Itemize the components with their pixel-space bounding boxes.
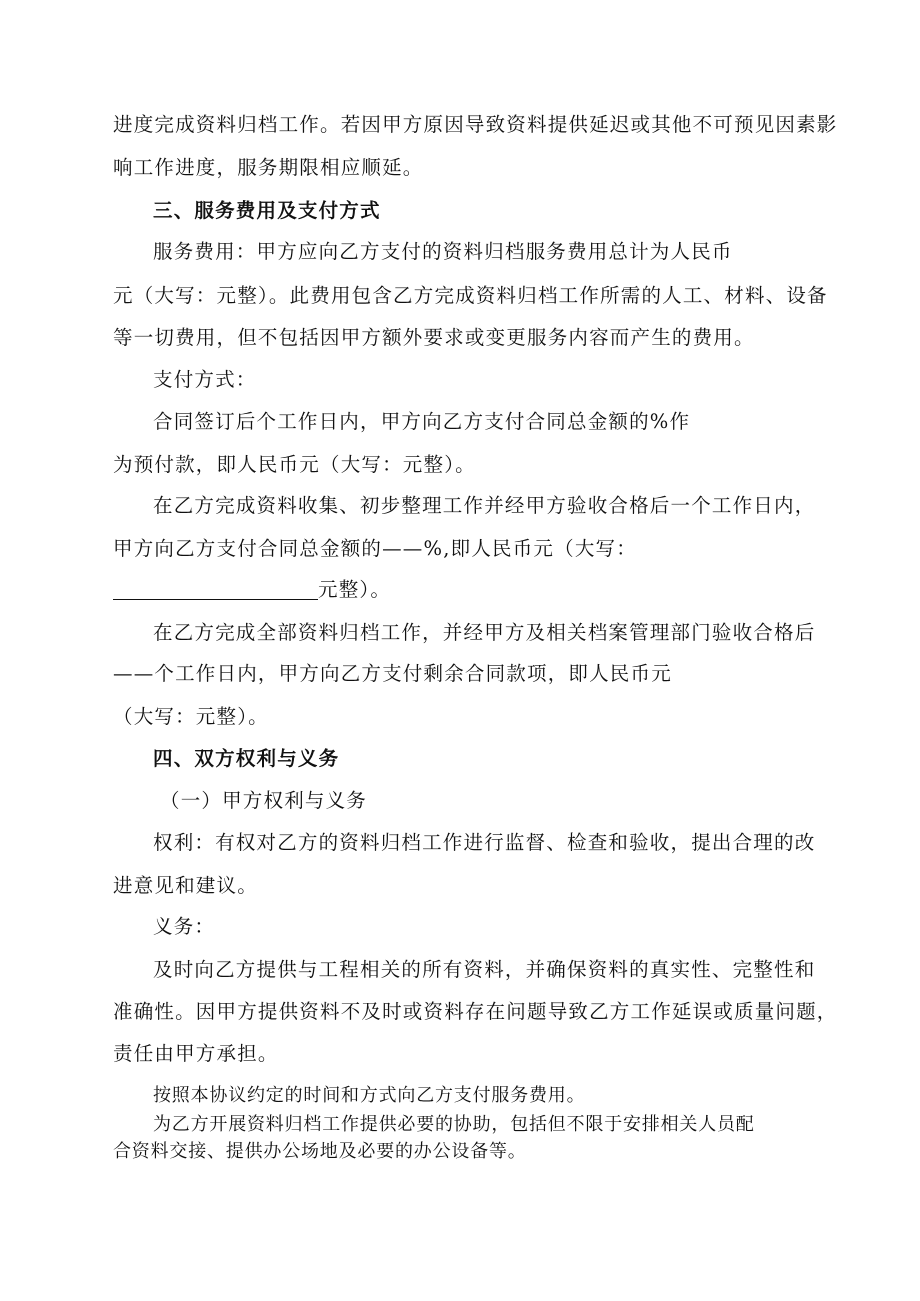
- paragraph-line: 合资料交接、提供办公场地及必要的办公设备等。: [113, 1141, 527, 1162]
- paragraph-line: 进度完成资料归档工作。若因甲方原因导致资料提供延迟或其他不可预见因素影: [113, 113, 838, 136]
- blank-underline: [113, 579, 318, 600]
- paragraph-line: 权利：有权对乙方的资料归档工作进行监督、检查和验收，提出合理的改: [153, 831, 816, 854]
- paragraph-line: ——个工作日内，甲方向乙方支付剩余合同款项，即人民币元: [113, 662, 672, 685]
- paragraph-line: 元（大写：元整）。此费用包含乙方完成资料归档工作所需的人工、材料、设备: [113, 284, 828, 307]
- fill-in-line: [113, 578, 391, 602]
- paragraph-line: 在乙方完成全部资料归档工作，并经甲方及相关档案管理部门验收合格后: [153, 621, 816, 644]
- section-heading: 四、双方权利与义务: [153, 747, 340, 770]
- paragraph-line: 及时向乙方提供与工程相关的所有资料，并确保资料的真实性、完整性和: [153, 958, 816, 981]
- paragraph-line: 等一切费用，但不包括因甲方额外要求或变更服务内容而产生的费用。: [113, 326, 755, 349]
- paragraph-line: （大写：元整）。: [113, 705, 269, 728]
- paragraph-line: 元整）。: [318, 578, 392, 601]
- paragraph-line: 合同签订后个工作日内，甲方向乙方支付合同总金额的%作: [153, 410, 691, 433]
- paragraph-line: 为预付款，即人民币元（大写：元整）。: [113, 453, 476, 476]
- paragraph-line: 为乙方开展资料归档工作提供必要的协助，包括但不限于安排相关人员配: [153, 1114, 755, 1135]
- paragraph-line: 准确性。因甲方提供资料不及时或资料存在问题导致乙方工作延误或质量问题，: [113, 1000, 838, 1023]
- paragraph-line: 甲方向乙方支付合同总金额的——%,即人民币元（大写：: [113, 537, 637, 560]
- paragraph-line: 进意见和建议。: [113, 874, 258, 897]
- paragraph-line: 责任由甲方承担。: [113, 1042, 279, 1065]
- section-heading: 三、服务费用及支付方式: [153, 199, 381, 222]
- paragraph-line: 服务费用：甲方应向乙方支付的资料归档服务费用总计为人民币: [153, 240, 733, 263]
- subsection-heading: （一）甲方权利与义务: [160, 789, 368, 812]
- paragraph-line: 按照本协议约定的时间和方式向乙方支付服务费用。: [153, 1085, 586, 1106]
- paragraph-line: 义务：: [153, 915, 216, 938]
- paragraph-line: 在乙方完成资料收集、初步整理工作并经甲方验收合格后一个工作日内，: [153, 494, 816, 517]
- paragraph-line: 响工作进度，服务期限相应顺延。: [113, 156, 424, 179]
- paragraph-line: 支付方式：: [153, 368, 257, 391]
